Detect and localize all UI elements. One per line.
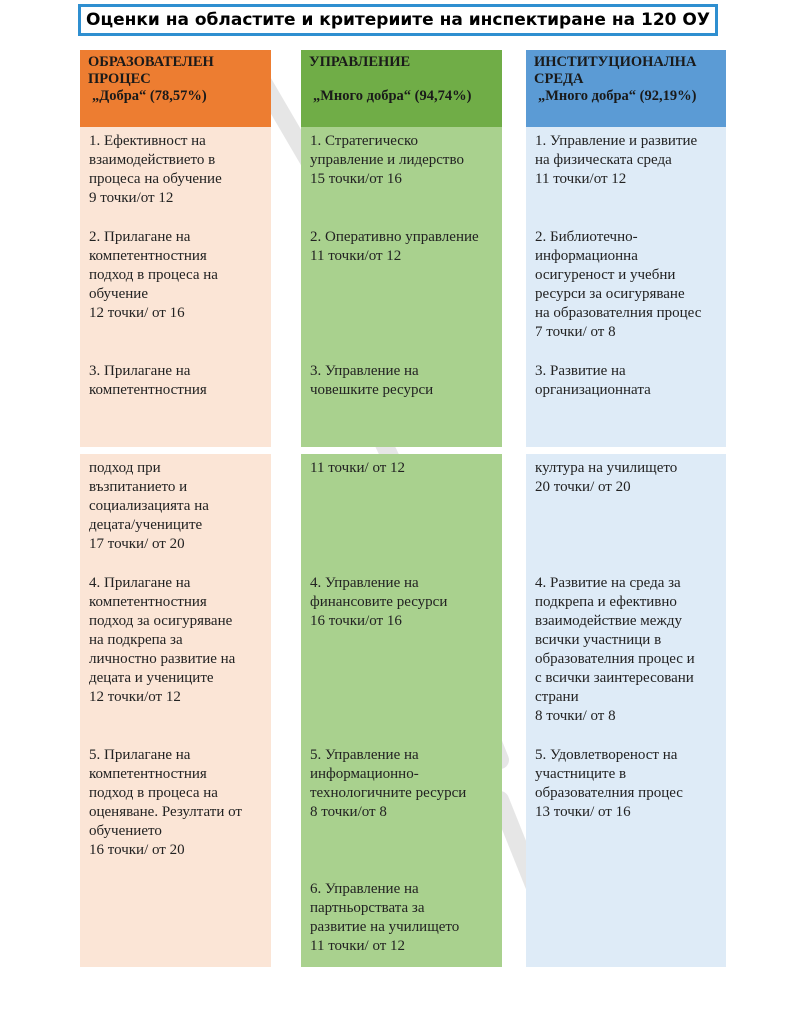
column-body-upper <box>526 127 726 447</box>
criterion-item: 3. Развитие на организационната <box>535 363 651 398</box>
page-title: Оценки на областите и критериите на инспектиране на 120 ОУ <box>86 10 710 30</box>
criterion-item: 4. Управление на финансовите ресурси 16 точки/от 16 <box>310 575 448 629</box>
criterion-item: 2. Оперативно управление 11 точки/от 12 <box>310 229 479 264</box>
criterion-item: 3. Прилагане на компетентностния <box>89 363 207 398</box>
column-title: ИНСТИТУЦИОНАЛНА СРЕДА <box>534 54 697 87</box>
column-body-lower <box>80 454 271 967</box>
criterion-item: 2. Прилагане на компетентностния подход в процеса на обучение 12 точки/ от 16 <box>89 229 218 321</box>
criterion-item: подход при възпитанието и социализацията на децата/учениците 17 точки/ от 20 <box>89 460 209 552</box>
page-title-box <box>78 4 718 36</box>
criterion-item: 1. Ефективност на взаимодействието в процеса на обучение 9 точки/от 12 <box>89 133 222 206</box>
criterion-item: 3. Управление на човешките ресурси <box>310 363 434 398</box>
column-title: УПРАВЛЕНИЕ <box>309 54 411 70</box>
column-header <box>301 50 502 127</box>
column-rating: „Много добра“ (92,19%) <box>538 88 697 104</box>
column-header <box>526 50 726 127</box>
column-body-upper <box>301 127 502 447</box>
criterion-item: 5. Прилагане на компетентностния подход в процеса на оценяване. Резултати от обучението 16 точки/ от 20 <box>89 747 242 858</box>
criterion-item: 5. Управление на информационно- технологичните ресурси 8 точки/от 8 <box>310 747 467 820</box>
column-body-upper <box>80 127 271 447</box>
column-rating: „Добра“ (78,57%) <box>92 88 207 104</box>
criterion-item: 1. Стратегическо управление и лидерство 15 точки/от 16 <box>310 133 464 187</box>
column-body-lower <box>526 454 726 967</box>
column-body-lower <box>301 454 502 967</box>
criterion-item: култура на училището 20 точки/ от 20 <box>535 460 678 495</box>
criterion-item: 11 точки/ от 12 <box>310 460 406 476</box>
criterion-item: 4. Развитие на среда за подкрепа и ефективно взаимодействие между всички участници в образователния процес и с всички заинтересовани страни 8 точки/ от 8 <box>535 575 695 724</box>
criterion-item: 5. Удовлетвореност на участниците в образователния процес 13 точки/ от 16 <box>535 747 683 820</box>
criterion-item: 6. Управление на партньорствата за развитие на училището 11 точки/ от 12 <box>310 881 460 954</box>
criterion-item: 4. Прилагане на компетентностния подход за осигуряване на подкрепа за личностно развитие на децата и учениците 12 точки/от 12 <box>89 575 236 705</box>
criterion-item: 1. Управление и развитие на физическата среда 11 точки/от 12 <box>535 133 698 187</box>
column-header <box>80 50 271 127</box>
criterion-item: 2. Библиотечно- информационна осигуреност и учебни ресурси за осигуряване на образователния процес 7 точки/ от 8 <box>535 229 702 340</box>
column-rating: „Много добра“ (94,74%) <box>313 88 472 104</box>
column-title: ОБРАЗОВАТЕЛЕН ПРОЦЕС <box>88 54 214 87</box>
